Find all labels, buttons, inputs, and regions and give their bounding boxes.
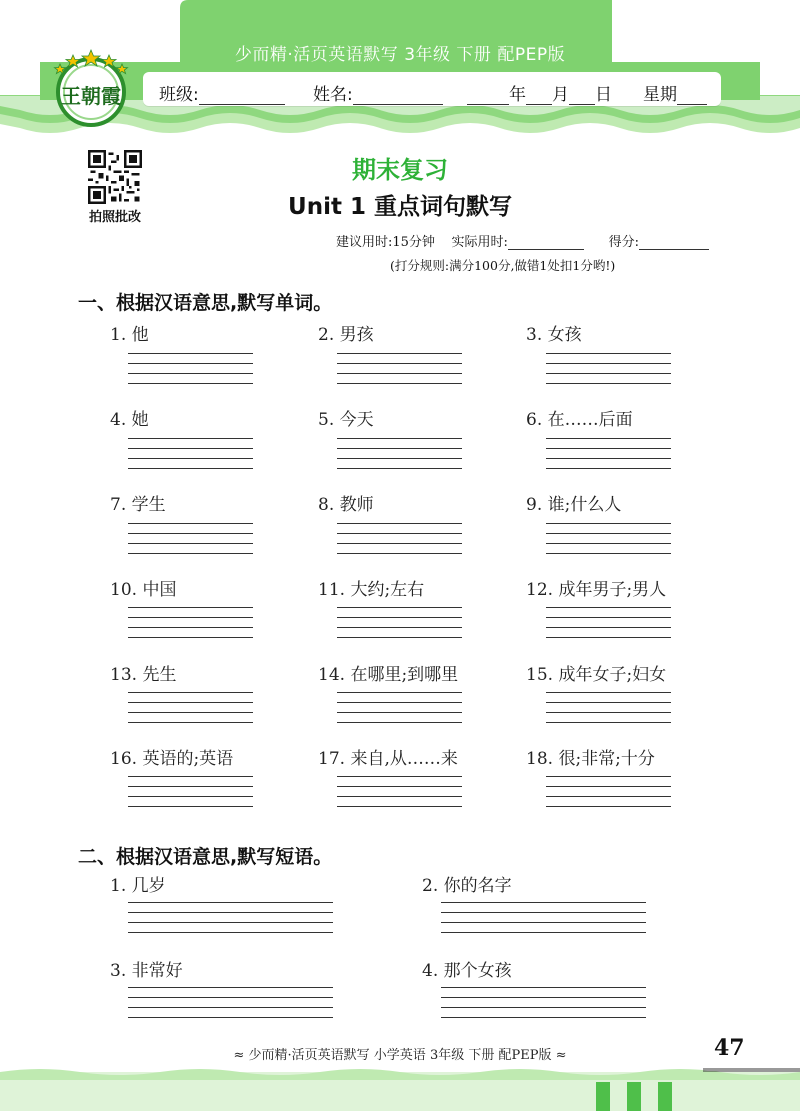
word-item: 16. 英语的;英语 xyxy=(110,749,234,769)
writing-line[interactable] xyxy=(337,523,462,524)
phrase-item: 1. 几岁 xyxy=(110,876,166,896)
writing-line[interactable] xyxy=(546,796,671,797)
writing-line[interactable] xyxy=(128,383,253,384)
writing-line[interactable] xyxy=(337,373,462,374)
word-item: 12. 成年男子;男人 xyxy=(526,580,667,600)
part1-title: 一、根据汉语意思,默写单词。 xyxy=(78,292,333,314)
writing-line[interactable] xyxy=(441,912,646,913)
writing-line[interactable] xyxy=(128,438,253,439)
writing-line[interactable] xyxy=(128,692,253,693)
writing-line[interactable] xyxy=(546,702,671,703)
writing-line[interactable] xyxy=(128,1007,333,1008)
writing-line[interactable] xyxy=(337,776,462,777)
writing-line[interactable] xyxy=(337,448,462,449)
writing-line[interactable] xyxy=(337,806,462,807)
writing-line[interactable] xyxy=(128,373,253,374)
writing-line[interactable] xyxy=(546,543,671,544)
writing-line[interactable] xyxy=(128,786,253,787)
name-field[interactable]: 姓名: xyxy=(313,80,443,105)
writing-line[interactable] xyxy=(546,692,671,693)
time-row: 建议用时:15分钟 实际用时: 得分: xyxy=(336,231,709,250)
weekday-field[interactable]: 星期 xyxy=(643,80,707,105)
writing-line[interactable] xyxy=(128,607,253,608)
writing-line[interactable] xyxy=(337,438,462,439)
writing-line[interactable] xyxy=(128,353,253,354)
word-item: 1. 他 xyxy=(110,325,149,345)
writing-line[interactable] xyxy=(128,523,253,524)
writing-line[interactable] xyxy=(546,722,671,723)
writing-line[interactable] xyxy=(128,543,253,544)
writing-line[interactable] xyxy=(128,627,253,628)
word-item: 18. 很;非常;十分 xyxy=(526,749,655,769)
word-item: 17. 来自,从……来 xyxy=(318,749,458,769)
writing-line[interactable] xyxy=(337,353,462,354)
writing-line[interactable] xyxy=(337,702,462,703)
word-item: 8. 教师 xyxy=(318,495,374,515)
writing-line[interactable] xyxy=(337,786,462,787)
word-item: 11. 大约;左右 xyxy=(318,580,425,600)
writing-line[interactable] xyxy=(546,468,671,469)
writing-line[interactable] xyxy=(337,383,462,384)
writing-line[interactable] xyxy=(128,932,333,933)
qr-label: 拍照批改 xyxy=(88,210,141,225)
student-info-bar xyxy=(143,72,721,106)
writing-line[interactable] xyxy=(128,553,253,554)
writing-line[interactable] xyxy=(337,796,462,797)
writing-line[interactable] xyxy=(546,607,671,608)
writing-line[interactable] xyxy=(337,543,462,544)
phrase-item: 3. 非常好 xyxy=(110,961,183,981)
writing-line[interactable] xyxy=(128,806,253,807)
writing-line[interactable] xyxy=(546,363,671,364)
writing-line[interactable] xyxy=(546,458,671,459)
writing-line[interactable] xyxy=(337,692,462,693)
word-item: 13. 先生 xyxy=(110,665,177,685)
writing-line[interactable] xyxy=(546,448,671,449)
writing-line[interactable] xyxy=(128,1017,333,1018)
writing-line[interactable] xyxy=(546,617,671,618)
writing-line[interactable] xyxy=(337,553,462,554)
scoring-rule: (打分规则:满分100分,做错1处扣1分哟!) xyxy=(390,258,616,273)
word-item: 10. 中国 xyxy=(110,580,177,600)
footer-text: ≈ 少而精·活页英语默写 小学英语 3年级 下册 配PEP版 ≈ xyxy=(233,1048,567,1063)
word-item: 4. 她 xyxy=(110,410,149,430)
writing-line[interactable] xyxy=(128,776,253,777)
writing-line[interactable] xyxy=(441,932,646,933)
writing-line[interactable] xyxy=(128,987,333,988)
writing-line[interactable] xyxy=(546,627,671,628)
writing-line[interactable] xyxy=(546,806,671,807)
word-item: 7. 学生 xyxy=(110,495,166,515)
writing-line[interactable] xyxy=(546,637,671,638)
writing-line[interactable] xyxy=(128,363,253,364)
class-field[interactable]: 班级: xyxy=(159,80,285,105)
writing-line[interactable] xyxy=(337,363,462,364)
date-field[interactable]: 年 月 日 xyxy=(467,80,612,105)
writing-line[interactable] xyxy=(128,448,253,449)
logo-text: 王朝霞 xyxy=(61,84,121,108)
writing-line[interactable] xyxy=(128,902,333,903)
writing-line[interactable] xyxy=(128,712,253,713)
writing-line[interactable] xyxy=(441,997,646,998)
section-title: 期末复习 xyxy=(352,156,448,184)
actual-time-field[interactable] xyxy=(508,236,584,250)
word-item: 3. 女孩 xyxy=(526,325,582,345)
series-title: 少而精·活页英语默写 3年级 下册 配PEP版 xyxy=(234,45,566,65)
writing-line[interactable] xyxy=(546,373,671,374)
writing-line[interactable] xyxy=(441,1017,646,1018)
writing-line[interactable] xyxy=(337,617,462,618)
writing-line[interactable] xyxy=(337,607,462,608)
writing-line[interactable] xyxy=(128,458,253,459)
writing-line[interactable] xyxy=(546,553,671,554)
phrase-item: 4. 那个女孩 xyxy=(422,961,512,981)
writing-line[interactable] xyxy=(128,617,253,618)
word-item: 14. 在哪里;到哪里 xyxy=(318,665,459,685)
writing-line[interactable] xyxy=(546,353,671,354)
part2-title: 二、根据汉语意思,默写短语。 xyxy=(78,846,333,868)
writing-line[interactable] xyxy=(128,702,253,703)
writing-line[interactable] xyxy=(441,922,646,923)
writing-line[interactable] xyxy=(337,722,462,723)
writing-line[interactable] xyxy=(128,997,333,998)
word-item: 15. 成年女子;妇女 xyxy=(526,665,667,685)
writing-line[interactable] xyxy=(546,383,671,384)
writing-line[interactable] xyxy=(128,722,253,723)
writing-line[interactable] xyxy=(337,712,462,713)
writing-line[interactable] xyxy=(337,468,462,469)
writing-line[interactable] xyxy=(546,523,671,524)
unit-title: Unit 1 重点词句默写 xyxy=(288,194,512,220)
qr-code-icon[interactable] xyxy=(88,150,142,204)
writing-line[interactable] xyxy=(546,776,671,777)
writing-line[interactable] xyxy=(128,922,333,923)
footer-background xyxy=(0,1020,800,1111)
writing-line[interactable] xyxy=(337,533,462,534)
writing-line[interactable] xyxy=(441,902,646,903)
writing-line[interactable] xyxy=(546,533,671,534)
word-item: 9. 谁;什么人 xyxy=(526,495,622,515)
writing-line[interactable] xyxy=(128,468,253,469)
word-item: 6. 在……后面 xyxy=(526,410,633,430)
phrase-item: 2. 你的名字 xyxy=(422,876,512,896)
writing-line[interactable] xyxy=(337,637,462,638)
writing-line[interactable] xyxy=(337,627,462,628)
writing-line[interactable] xyxy=(128,637,253,638)
page-number: 47 xyxy=(714,1035,745,1061)
writing-line[interactable] xyxy=(441,987,646,988)
writing-line[interactable] xyxy=(128,533,253,534)
writing-line[interactable] xyxy=(546,712,671,713)
writing-line[interactable] xyxy=(441,1007,646,1008)
score-field[interactable] xyxy=(639,236,709,250)
word-item: 5. 今天 xyxy=(318,410,374,430)
word-item: 2. 男孩 xyxy=(318,325,374,345)
writing-line[interactable] xyxy=(337,458,462,459)
writing-line[interactable] xyxy=(546,438,671,439)
writing-line[interactable] xyxy=(128,912,333,913)
writing-line[interactable] xyxy=(128,796,253,797)
writing-line[interactable] xyxy=(546,786,671,787)
